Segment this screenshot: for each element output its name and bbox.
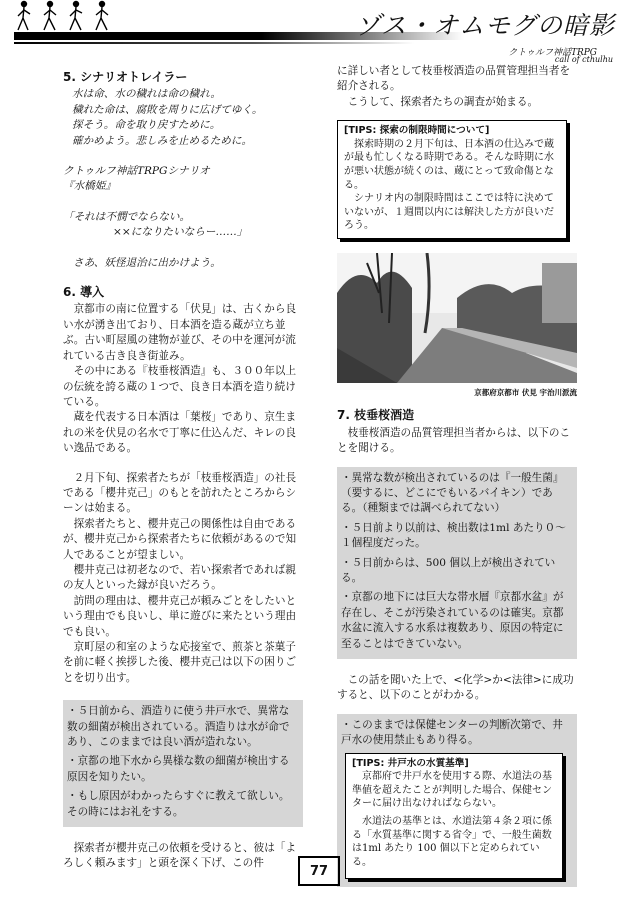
fact-item: ・５日前からは、500 個以上が検出されている。 xyxy=(341,556,556,585)
tips-paragraph: 京都府で井戸水を使用する際、水道法の基準値を超えたことが判明した場合、保健センターに届け出なければならない。 xyxy=(352,771,552,810)
story-paragraph: 探索者たちと、櫻井克己の関係性は自由であるが、櫻井克己から探索者たちに依頼があるので知人であることが望ましい。 xyxy=(63,517,297,561)
tips-time-limit-box xyxy=(337,120,567,239)
story-paragraph: ２月下旬、探索者たちが「枝垂桜酒造」の社長である「櫻井克己」のもとを訪れたところからシーンは始まる。 xyxy=(63,471,297,515)
tips-paragraph: シナリオ内の制限時間はここでは特に決めていないが、１週間以内には解決した方が良いだろう。 xyxy=(344,193,554,232)
trailer-poem xyxy=(63,87,303,149)
tips-paragraph: 水道法の基準とは、水道法第４条２項に係る「水質基準に関する省令」で、一般生菌数は1ml あたり 100 個以下と定められている。 xyxy=(352,816,552,868)
quote-line: ××になりたいならー……」 xyxy=(113,226,248,239)
page-number: 77 xyxy=(298,856,340,886)
left-column xyxy=(63,70,303,872)
right-column xyxy=(337,64,577,887)
section-7-intro: 枝垂桜酒造の品質管理担当者からは、以下のことを聞ける。 xyxy=(337,426,571,455)
tips-water-standard-box xyxy=(345,753,563,880)
photo-caption: 京都府京都市 伏見 宇治川派流 xyxy=(474,387,577,397)
intro-paragraph: その中にある『枝垂桜酒造』も、３００年以上の伝統を誇る蔵の１つで、良き日本酒を造り続けている。 xyxy=(63,365,297,408)
poem-line: 確かめよう。悲しみを止めるために。 xyxy=(72,134,253,147)
law-item: ・このままでは保健センターの判断次第で、井戸水の使用禁止もあり得る。 xyxy=(341,718,563,747)
intro-paragraph: 京都市の南に位置する「伏見」は、古くから良い水が湧き出ており、日本酒を造る蔵が立ち並ぶ。古い町屋風の建物が並び、その中を運河が流れている古き良き街並み。 xyxy=(63,303,297,362)
header-thin-bar xyxy=(14,42,414,44)
poem-line: 探そう。命を取り戻すために。 xyxy=(72,119,221,132)
canal-photo xyxy=(337,253,577,383)
request-item: ・もし原因がわかったらすぐに教えて欲しい。その時にはお礼をする。 xyxy=(67,790,290,818)
closing-line: さあ、妖怪退治に出かけよう。 xyxy=(73,256,221,269)
story-paragraph: 訪問の理由は、櫻井克己が頼みごとをしたいという理由でも良いし、単に遊びに来たという理由でも良い。 xyxy=(63,594,297,638)
runner-figures-decoration xyxy=(14,0,124,34)
tips-title: [TIPS: 探索の制限時間について] xyxy=(344,125,490,137)
facts-box xyxy=(337,467,577,659)
fact-item: ・５日前より以前は、検出数は1ml あたり０〜１個程度だった。 xyxy=(341,521,566,550)
investigation-start: こうして、探索者たちの調査が始まる。 xyxy=(347,95,539,108)
fact-item: ・京都の地下には巨大な帯水層『京都水盆』が存在し、そこが汚染されているのは確実。京都水盆に流入する水系は複数あり、原因の特定に至ることはできていない。 xyxy=(341,591,564,650)
intro-paragraph: 蔵を代表する日本酒は「葉桜」であり、京生まれの米を伏見の名水で丁寧に仕込んだ、キレの良い逸品である。 xyxy=(63,411,297,455)
bottom-paragraph: 探索者が櫻井克己の依頼を受けると、彼は「よろしく頼みます」と頭を深く下げ、この件 xyxy=(63,842,297,870)
tips-title: [TIPS: 井戸水の水質基準] xyxy=(352,757,469,769)
fact-item: ・異常な数が検出されているのは『一般生菌』（要するに、どこにでもいるバイキン）である。（種類までは調べられてない） xyxy=(341,471,564,515)
book-subtitle-en: call of cthulhu xyxy=(554,55,613,64)
book-subtitle: クトゥルフ神話TRPG xyxy=(508,48,597,58)
poem-line: 穢れた命は、腐敗を周りに広げてゆく。 xyxy=(72,103,263,116)
series-name: クトゥルフ神話TRPGシナリオ xyxy=(63,165,210,178)
section-6-heading: 6. 導入 xyxy=(63,285,105,300)
tips-paragraph: 探索時期の２月下旬は、日本酒の仕込みで蔵が最も忙しくなる時期である。そんな時期に水が悪い状態が続くのは、蔵にとって致命傷となる。 xyxy=(344,138,554,191)
request-item: ・５日前から、酒造りに使う井戸水で、異常な数の細菌が検出されている。酒造りは水が命であり、このままでは良い酒が造れない。 xyxy=(67,705,290,749)
law-box xyxy=(337,714,577,888)
book-title: ゾス・オムモグの暗影 xyxy=(355,11,615,40)
page-header xyxy=(0,0,637,68)
quote-line: 「それは不憫でならない。 xyxy=(63,210,191,223)
story-paragraph: 櫻井克己は初老なので、若い探索者であれば親の友人といった縁が良いだろう。 xyxy=(63,563,296,592)
continued-paragraph: に詳しい者として枝垂桜酒造の品質管理担当者を紹介される。 xyxy=(337,65,571,93)
request-item: ・京都の地下水から異様な数の細菌が検出する原因を知りたい。 xyxy=(67,755,290,783)
request-box xyxy=(63,700,303,827)
poem-line: 水は命、水の穢れは命の穢れ。 xyxy=(72,88,221,101)
story-paragraph: 京町屋の和室のような応接室で、煎茶と茶菓子を前に軽く挨拶した後、櫻井克己は以下の困りごとを切り出す。 xyxy=(63,641,297,684)
section-5-heading: 5. シナリオトレイラー xyxy=(63,70,188,84)
section-7-heading: 7. 枝垂桜酒造 xyxy=(337,408,415,423)
scenario-title: 『水橋姫』 xyxy=(63,180,116,193)
after-paragraph: この話を聞いた上で、<化学>か<法律>に成功すると、以下のことがわかる。 xyxy=(337,674,574,702)
